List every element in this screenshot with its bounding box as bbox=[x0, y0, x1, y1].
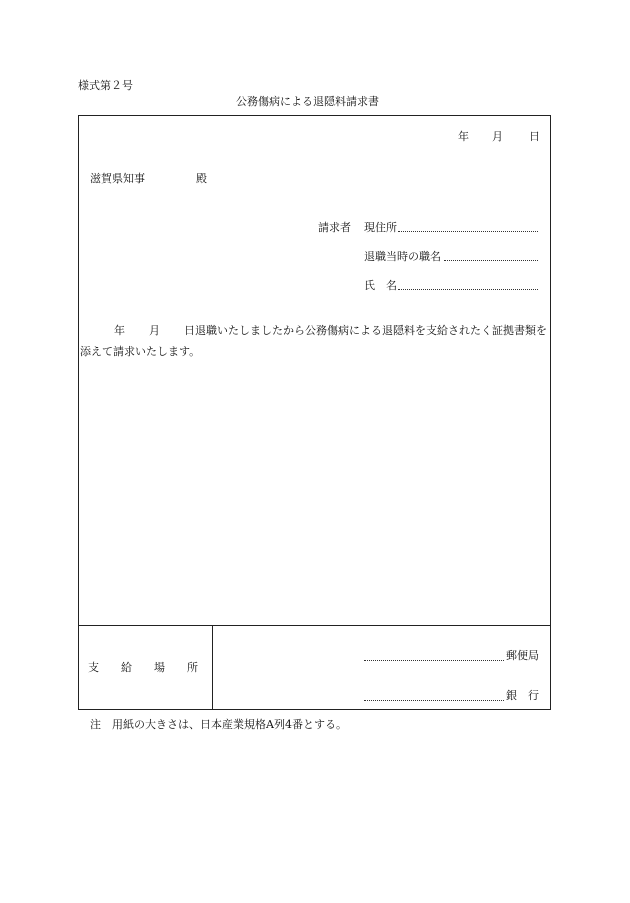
date-year: 年 bbox=[458, 130, 469, 143]
form-frame bbox=[78, 115, 551, 710]
position-label: 退職当時の職名 bbox=[364, 250, 441, 263]
document-title: 公務傷病による退隠料請求書 bbox=[236, 95, 379, 108]
payment-column-divider bbox=[212, 625, 213, 710]
applicant-label: 請求者 bbox=[318, 221, 351, 234]
payment-label: 支 給 場 所 bbox=[88, 661, 198, 674]
addressee-honorific: 殿 bbox=[196, 172, 207, 185]
statement-text bbox=[80, 320, 550, 362]
date-day: 日 bbox=[529, 130, 540, 143]
address-label: 現住所 bbox=[364, 221, 397, 234]
position-field[interactable] bbox=[444, 260, 538, 261]
bank-label: 銀 行 bbox=[506, 689, 539, 702]
name-label: 氏 名 bbox=[364, 279, 397, 292]
footnote: 注 用紙の大きさは、日本産業規格A列4番とする。 bbox=[90, 718, 347, 731]
date-month: 月 bbox=[492, 130, 503, 143]
name-field[interactable] bbox=[398, 289, 538, 290]
form-number: 様式第２号 bbox=[78, 79, 133, 92]
post-office-label: 郵便局 bbox=[506, 649, 539, 662]
addressee-name: 滋賀県知事 bbox=[90, 172, 145, 185]
post-office-field[interactable] bbox=[364, 660, 504, 661]
address-field[interactable] bbox=[398, 231, 538, 232]
statement-body: 日退職いたしましたから公務傷病による退隠料を支給されたく証拠書類を添えて請求いたします。 bbox=[80, 324, 547, 358]
statement-month: 月 bbox=[149, 324, 160, 337]
statement-year: 年 bbox=[114, 324, 125, 337]
bank-field[interactable] bbox=[364, 700, 504, 701]
payment-row-divider bbox=[78, 625, 551, 626]
